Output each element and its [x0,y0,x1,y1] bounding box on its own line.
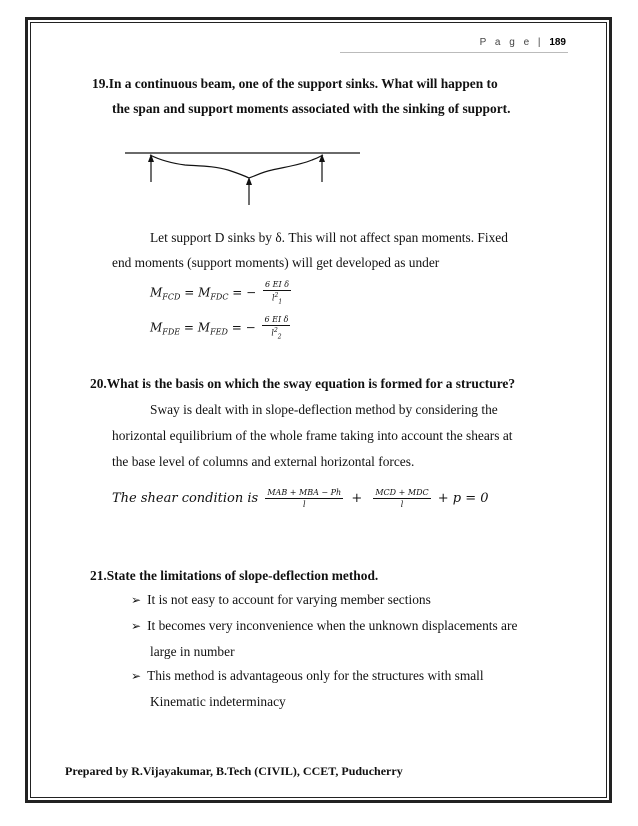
question-19-text-line2: end moments (support moments) will get developed as under [112,255,440,270]
fraction-eq1: $\frac{\text{6 EI δ}}{l^2_1}$ [265,280,290,306]
equation-fcd-fdc: $M_{FCD} = M_{FDC}$ = − $\frac{\text{6 EI δ}}{l^2_1}$ [150,280,290,306]
shear-condition-equation: The shear condition is $\frac{\text{MAB + MBA − Ph}}{l}$ + $\frac{\text{MCD + MDC}}{l}$ + p = 0 [112,488,489,509]
arrow-bullet-icon: ➢ [131,619,142,633]
limitation-item: ➢ It becomes very inconvenience when the unknown displacements are [131,618,518,633]
question-20-text-line1: Sway is dealt with in slope-deflection method by considering the [150,402,498,417]
arrowhead-right [319,154,325,162]
limitation-item: ➢ This method is advantageous only for the structures with small [131,668,484,683]
question-19-text-line1: Let support D sinks by δ. This will not affect span moments. Fixed [150,230,508,245]
arrowhead-middle [246,177,252,185]
deflected-beam-curve [150,155,323,178]
arrow-bullet-icon: ➢ [131,669,142,683]
question-21-title: 21.State the limitations of slope-deflection method. [90,568,379,583]
question-19-title-line2: the span and support moments associated with the sinking of support. [112,101,511,116]
page-label: P a g e [479,37,533,48]
question-20-text-line3: the base level of columns and external horizontal forces. [112,454,415,469]
arrow-bullet-icon: ➢ [131,593,142,607]
page-number: 189 [549,37,566,48]
shear-fraction-1: $\frac{\text{MAB + MBA − Ph}}{l}$ [267,488,342,509]
limitation-item-continued: Kinematic indeterminacy [150,694,286,709]
shear-fraction-2: $\frac{\text{MCD + MDC}}{l}$ [375,488,429,509]
equation-fde-fed: $M_{FDE} = M_{FED}$ = − $\frac{\text{6 EI δ}}{l^2_2}$ [150,315,289,341]
fraction-eq2: $\frac{\text{6 EI δ}}{l^2_2}$ [264,315,289,341]
limitation-item: ➢ It is not easy to account for varying member sections [131,592,431,607]
limitation-item-continued: large in number [150,644,235,659]
question-19-title-line1: 19.In a continuous beam, one of the support sinks. What will happen to [92,76,498,91]
arrowhead-left [148,154,154,162]
question-20-title: 20.What is the basis on which the sway equation is formed for a structure? [90,376,516,391]
footer-credit: Prepared by R.Vijayakumar, B.Tech (CIVIL), CCET, Puducherry [65,764,403,778]
page-separator: | [537,37,544,48]
question-20-text-line2: horizontal equilibrium of the whole frame taking into account the shears at [112,428,513,443]
